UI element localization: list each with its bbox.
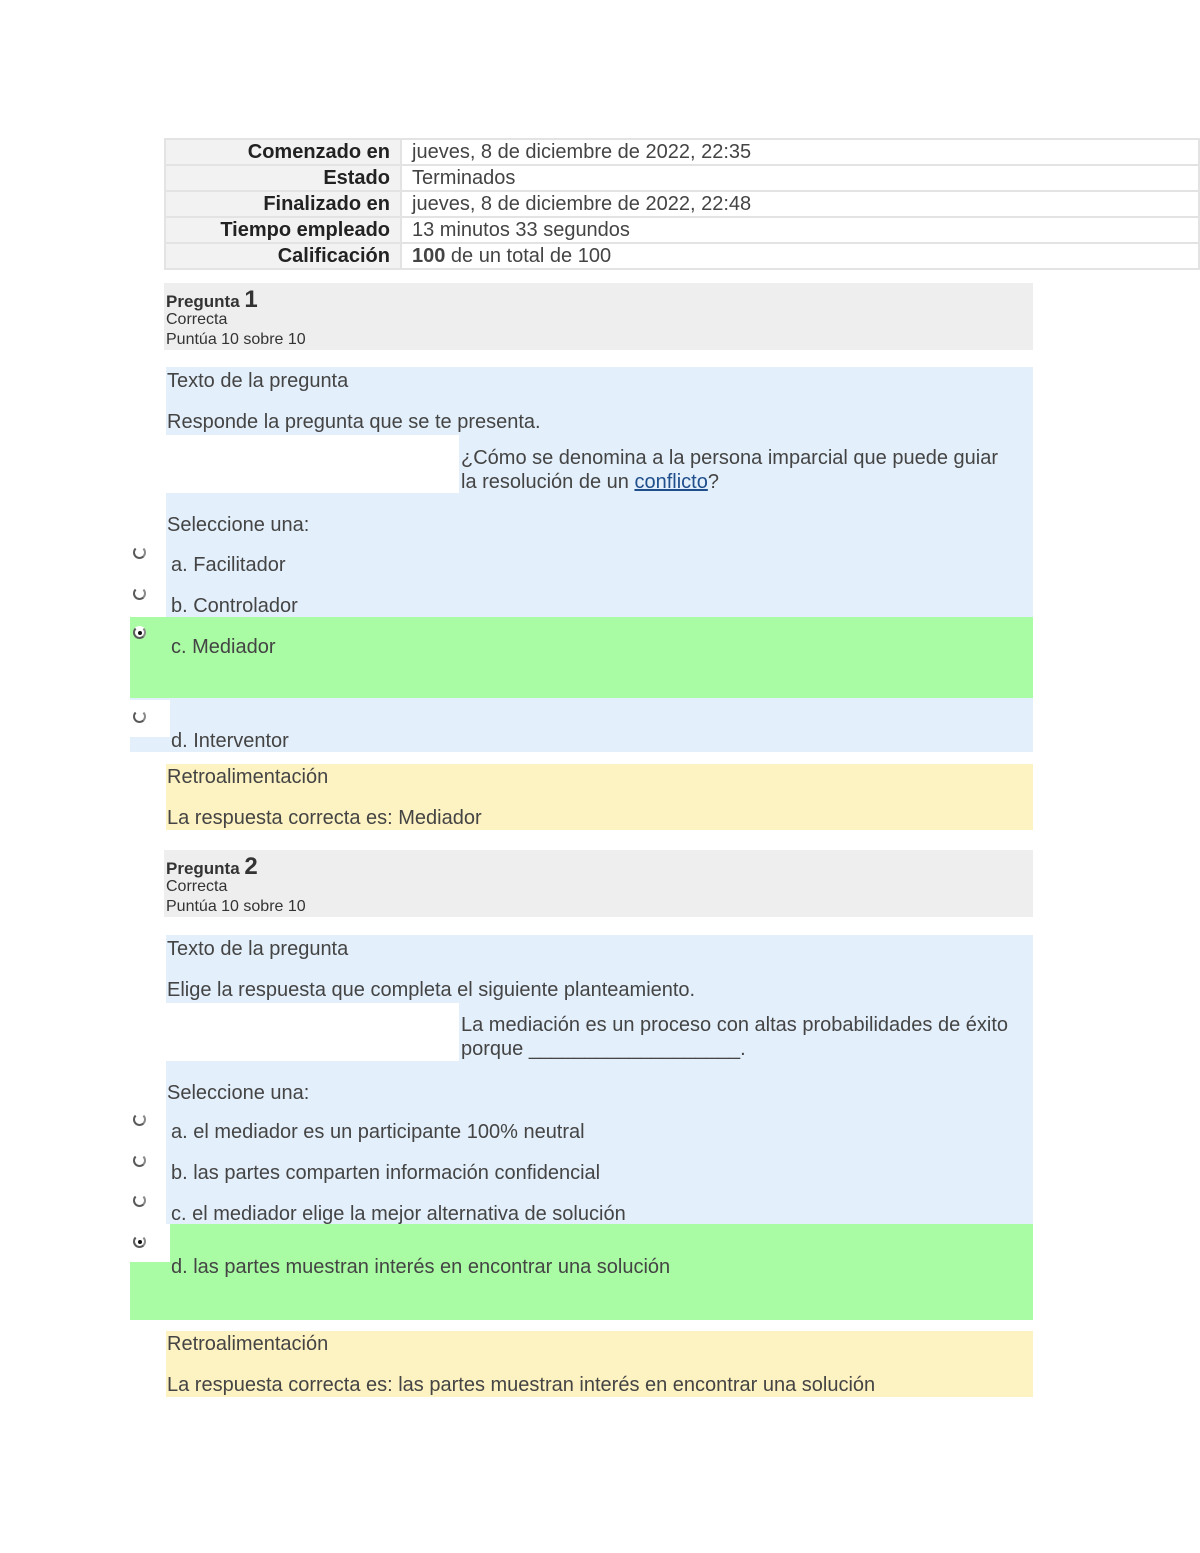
answer-radio-selected[interactable] <box>133 1235 146 1248</box>
select-label: Seleccione una: <box>167 514 310 536</box>
question-prompt: ? <box>707 471 719 493</box>
summary-label: Estado <box>165 165 401 191</box>
summary-label: Comenzado en <box>165 139 401 165</box>
question-prompt: ¿Cómo se denomina a la persona imparcial que puede guiar <box>461 447 998 469</box>
question-number: 1 <box>244 286 258 313</box>
answer-option-selected[interactable]: d. las partes muestran interés en encontrar una solución <box>171 1256 671 1278</box>
question-info <box>164 283 1033 350</box>
summary-value: 13 minutos 33 segundos <box>401 217 1199 243</box>
section-title: Texto de la pregunta <box>167 938 349 960</box>
attempt-summary-table <box>164 138 1200 270</box>
summary-value: jueves, 8 de diciembre de 2022, 22:48 <box>401 191 1199 217</box>
summary-label: Finalizado en <box>165 191 401 217</box>
summary-value: jueves, 8 de diciembre de 2022, 22:35 <box>401 139 1199 165</box>
answer-radio[interactable] <box>133 1113 146 1126</box>
question-heading <box>166 853 258 881</box>
section-title: Texto de la pregunta <box>167 370 349 392</box>
question-grade: Puntúa 10 sobre 10 <box>166 898 306 915</box>
grade-total: de un total de 100 <box>445 245 612 267</box>
answer-option[interactable]: b. Controlador <box>171 595 298 617</box>
question-prompt: la resolución de un <box>461 471 635 493</box>
answer-radio[interactable] <box>133 587 146 600</box>
question-number: 2 <box>244 853 258 880</box>
summary-row-started <box>165 139 1199 165</box>
answer-option[interactable]: c. el mediador elige la mejor alternativa de solución <box>171 1203 626 1225</box>
feedback-text: La respuesta correcta es: las partes muestran interés en encontrar una solución <box>167 1374 876 1396</box>
summary-label: Calificación <box>165 243 401 269</box>
summary-value <box>401 243 1199 269</box>
summary-row-finished <box>165 191 1199 217</box>
question-heading <box>166 286 258 314</box>
question-instruction: Elige la respuesta que completa el siguiente planteamiento. <box>167 979 696 1001</box>
question-label: Pregunta <box>166 292 240 311</box>
select-label: Seleccione una: <box>167 1082 310 1104</box>
summary-value: Terminados <box>401 165 1199 191</box>
answer-option[interactable]: d. Interventor <box>171 730 289 752</box>
answer-radio[interactable] <box>133 1154 146 1167</box>
feedback-title: Retroalimentación <box>167 1333 329 1355</box>
glossary-link-conflicto[interactable]: conflicto <box>634 471 708 493</box>
answer-option[interactable]: a. el mediador es un participante 100% neutral <box>171 1121 585 1143</box>
feedback-title: Retroalimentación <box>167 766 329 788</box>
answer-option[interactable]: b. las partes comparten información confidencial <box>171 1162 601 1184</box>
feedback-text: La respuesta correcta es: Mediador <box>167 807 482 829</box>
question-prompt: La mediación es un proceso con altas probabilidades de éxito <box>461 1014 1009 1036</box>
question-label: Pregunta <box>166 859 240 878</box>
answer-option-selected[interactable]: c. Mediador <box>171 636 276 658</box>
question-prompt <box>461 470 719 494</box>
question-instruction: Responde la pregunta que se te presenta. <box>167 411 541 433</box>
answer-radio-selected[interactable] <box>133 626 146 639</box>
question-grade: Puntúa 10 sobre 10 <box>166 331 306 348</box>
question-state: Correcta <box>166 878 228 895</box>
summary-row-time <box>165 217 1199 243</box>
question-state: Correcta <box>166 311 228 328</box>
answer-option[interactable]: a. Facilitador <box>171 554 286 576</box>
answer-radio[interactable] <box>133 1194 146 1207</box>
summary-label: Tiempo empleado <box>165 217 401 243</box>
answer-radio[interactable] <box>133 710 146 723</box>
grade-score: 100 <box>412 245 446 267</box>
answer-radio[interactable] <box>133 546 146 559</box>
question-info <box>164 850 1033 917</box>
question-prompt: porque ___________________. <box>461 1038 746 1060</box>
summary-row-state <box>165 165 1199 191</box>
summary-row-grade <box>165 243 1199 269</box>
